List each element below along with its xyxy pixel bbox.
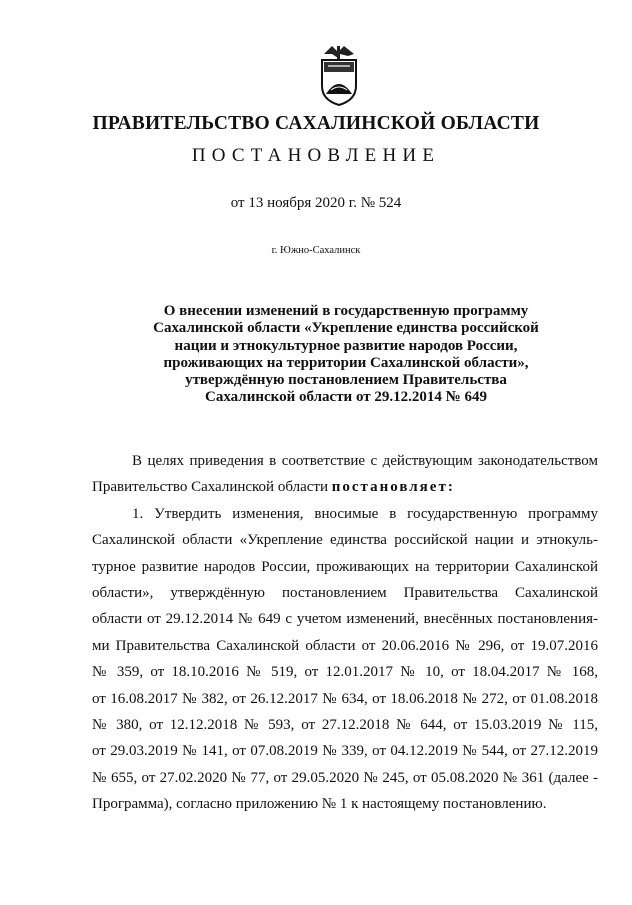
title-line: Сахалинской области «Укрепление единства российской — [153, 320, 539, 337]
body-line: от 16.08.2017 № 382, от 26.12.2017 № 634, от 18.06.2018 № 272, от 01.08.2018 — [92, 690, 598, 707]
coat-of-arms-icon — [318, 44, 360, 106]
body-line: области», утверждённую постановлением Правительства Сахалинской — [92, 584, 598, 601]
document-type: ПОСТАНОВЛЕНИЕ — [191, 145, 441, 166]
document-date-number: от 13 ноября 2020 г. № 524 — [230, 195, 402, 211]
government-name: ПРАВИТЕЛЬСТВО САХАЛИНСКОЙ ОБЛАСТИ — [92, 113, 540, 134]
body-line: области от 29.12.2014 № 649 с учетом изменений, внесённых постановления- — [92, 611, 598, 628]
body-line: В целях приведения в соответствие с действующим законодательством — [132, 453, 598, 469]
resolution-keyword: постановляет: — [331, 479, 455, 496]
body-line — [92, 474, 598, 500]
title-line: О внесении изменений в государственную программу — [163, 303, 529, 319]
document-city: г. Южно-Сахалинск — [271, 245, 361, 256]
title-line: проживающих на территории Сахалинской области», — [163, 354, 529, 371]
body-line: Сахалинской области «Укрепление единства российской нации и этнокуль- — [92, 532, 598, 549]
title-line: утверждённую постановлением Правительства — [185, 372, 507, 389]
title-line: нации и этнокультурное развитие народов России, — [174, 337, 518, 354]
body-line: Программа), согласно приложению № 1 к настоящему постановлению. — [92, 796, 547, 813]
body-line: № 359, от 18.10.2016 № 519, от 12.01.2017 № 10, от 18.04.2017 № 168, — [92, 664, 598, 681]
body-text: Правительство Сахалинской области — [92, 479, 332, 496]
body-line: 1. Утвердить изменения, вносимые в государственную программу — [132, 505, 598, 522]
body-line: от 29.03.2019 № 141, от 07.08.2019 № 339, от 04.12.2019 № 544, от 27.12.2019 — [92, 743, 598, 760]
body-line: ми Правительства Сахалинской области от 20.06.2016 № 296, от 19.07.2016 — [92, 637, 598, 654]
document-title — [60, 303, 632, 407]
title-line: Сахалинской области от 29.12.2014 № 649 — [205, 389, 487, 406]
body-line: турное развитие народов России, проживающих на территории Сахалинской — [92, 558, 598, 575]
body-line: № 380, от 12.12.2018 № 593, от 27.12.2018 № 644, от 15.03.2019 № 115, — [92, 716, 598, 733]
document-body — [92, 448, 598, 817]
body-line: № 655, от 27.02.2020 № 77, от 29.05.2020 № 245, от 05.08.2020 № 361 (далее - — [92, 769, 598, 786]
